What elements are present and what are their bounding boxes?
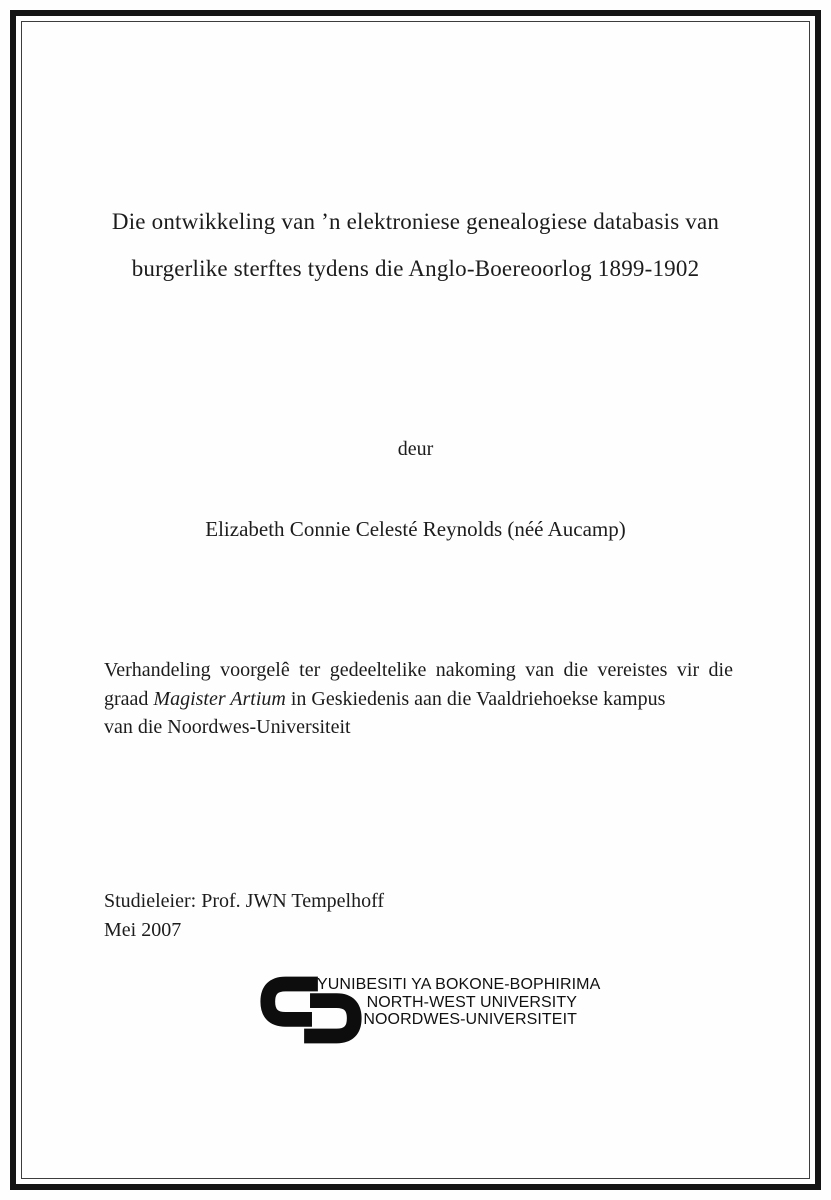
university-name-setswana: YUNIBESITI YA BOKONE-BOPHIRIMA bbox=[317, 976, 601, 993]
declaration-line2-post: in Geskiedenis aan die Vaaldriehoekse kampus bbox=[285, 687, 666, 710]
degree-name: Magister Artium bbox=[153, 687, 286, 710]
thesis-title bbox=[60, 198, 771, 292]
north-west-university-logo bbox=[256, 971, 601, 1049]
university-name-afrikaans: NOORDWES-UNIVERSITEIT bbox=[363, 1011, 577, 1028]
supervisor-block bbox=[104, 887, 384, 945]
declaration-line2 bbox=[104, 685, 733, 714]
supervisor-line: Studieleier: Prof. JWN Tempelhoff bbox=[104, 890, 385, 912]
thesis-title-line1: Die ontwikkeling van ’n elektroniese genealogiese databasis van bbox=[111, 209, 720, 234]
thesis-title-line2: burgerlike sterftes tydens die Anglo-Boereoorlog 1899-1902 bbox=[131, 256, 700, 281]
date-line: Mei 2007 bbox=[104, 919, 182, 941]
declaration-line1: Verhandeling voorgelê ter gedeeltelike nakoming van die vereistes vir die bbox=[104, 659, 733, 681]
author-name: Elizabeth Connie Celesté Reynolds (néé Aucamp) bbox=[205, 517, 626, 541]
declaration-line2-pre: graad bbox=[104, 687, 154, 710]
university-name-english: NORTH-WEST UNIVERSITY bbox=[366, 993, 577, 1011]
university-name-block bbox=[317, 976, 601, 1029]
byline: deur bbox=[397, 438, 434, 460]
degree-declaration bbox=[104, 656, 733, 742]
declaration-line3: van die Noordwes-Universiteit bbox=[104, 716, 351, 738]
